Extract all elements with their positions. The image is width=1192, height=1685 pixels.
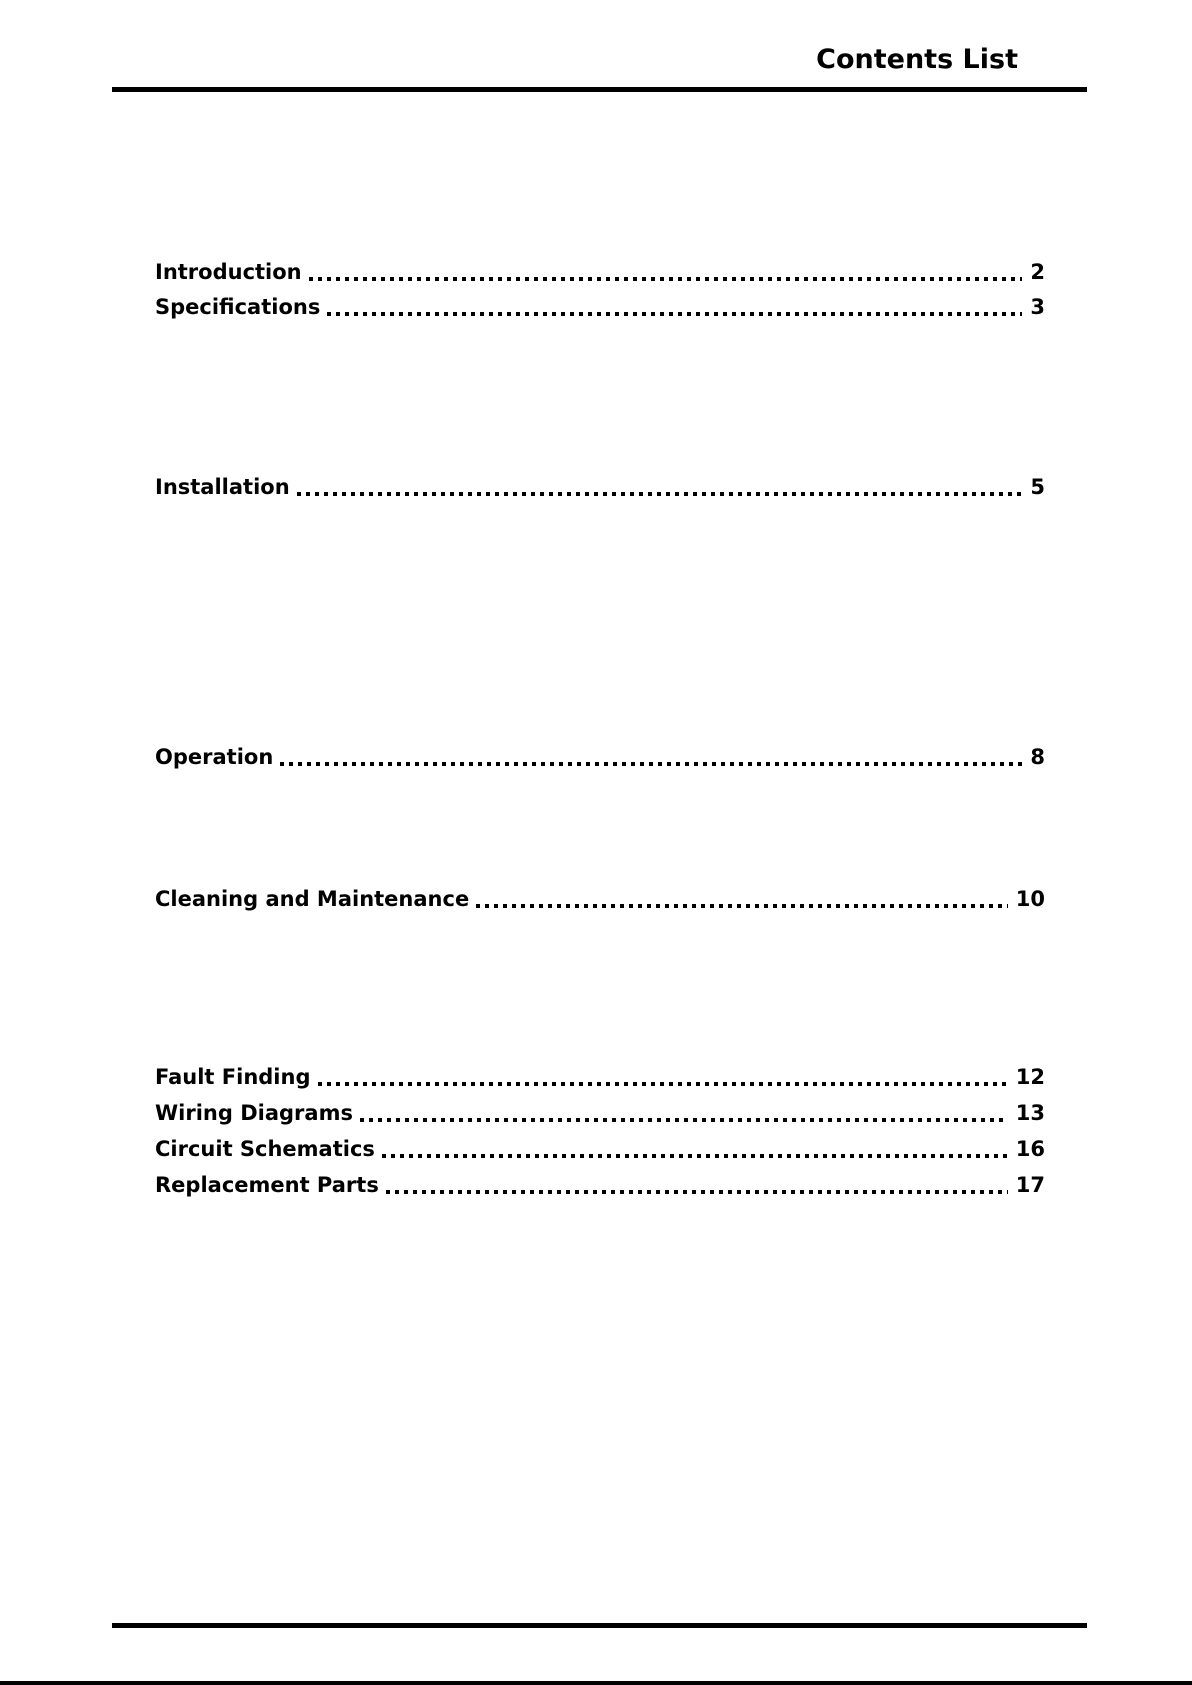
header-rule bbox=[112, 87, 1087, 92]
toc-page-number: 8 bbox=[1030, 745, 1045, 769]
toc-entry-specifications bbox=[155, 292, 1045, 322]
page-title: Contents List bbox=[816, 44, 1018, 75]
toc-entry-circuit-schematics bbox=[155, 1134, 1045, 1164]
dot-leader bbox=[297, 492, 1023, 496]
dot-leader bbox=[382, 1154, 1008, 1158]
toc-entry-label: Replacement Parts bbox=[155, 1173, 379, 1197]
toc-entry-installation bbox=[155, 472, 1045, 502]
dot-leader bbox=[360, 1118, 1008, 1122]
toc-entry-wiring-diagrams bbox=[155, 1098, 1045, 1128]
toc-entry-operation bbox=[155, 742, 1045, 772]
toc-entry-fault-finding bbox=[155, 1062, 1045, 1092]
dot-leader bbox=[386, 1190, 1008, 1194]
toc-entry-introduction bbox=[155, 257, 1045, 287]
footer-rule bbox=[112, 1623, 1087, 1628]
toc-entry-replacement-parts bbox=[155, 1170, 1045, 1200]
toc-entry-label: Specifications bbox=[155, 295, 321, 319]
dot-leader bbox=[327, 312, 1022, 316]
toc-entry-label: Installation bbox=[155, 475, 290, 499]
dot-leader bbox=[309, 277, 1023, 281]
toc-page-number: 10 bbox=[1015, 887, 1045, 911]
toc-entry-label: Operation bbox=[155, 745, 274, 769]
toc-page-number: 3 bbox=[1030, 295, 1045, 319]
toc-page-number: 17 bbox=[1015, 1173, 1045, 1197]
dot-leader bbox=[280, 762, 1022, 766]
toc-page-number: 2 bbox=[1030, 260, 1045, 284]
toc-page-number: 5 bbox=[1030, 475, 1045, 499]
toc-entry-label: Wiring Diagrams bbox=[155, 1101, 353, 1125]
scan-bottom-edge bbox=[0, 1681, 1192, 1685]
toc-entry-label: Fault Finding bbox=[155, 1065, 311, 1089]
toc-entry-label: Cleaning and Maintenance bbox=[155, 887, 470, 911]
toc-entry-label: Circuit Schematics bbox=[155, 1137, 375, 1161]
toc-page-number: 12 bbox=[1015, 1065, 1045, 1089]
toc-page-number: 16 bbox=[1015, 1137, 1045, 1161]
toc-entry-cleaning-and-maintenance bbox=[155, 884, 1045, 914]
toc-page-number: 13 bbox=[1015, 1101, 1045, 1125]
dot-leader bbox=[318, 1082, 1008, 1086]
toc-entry-label: Introduction bbox=[155, 260, 302, 284]
dot-leader bbox=[476, 904, 1008, 908]
